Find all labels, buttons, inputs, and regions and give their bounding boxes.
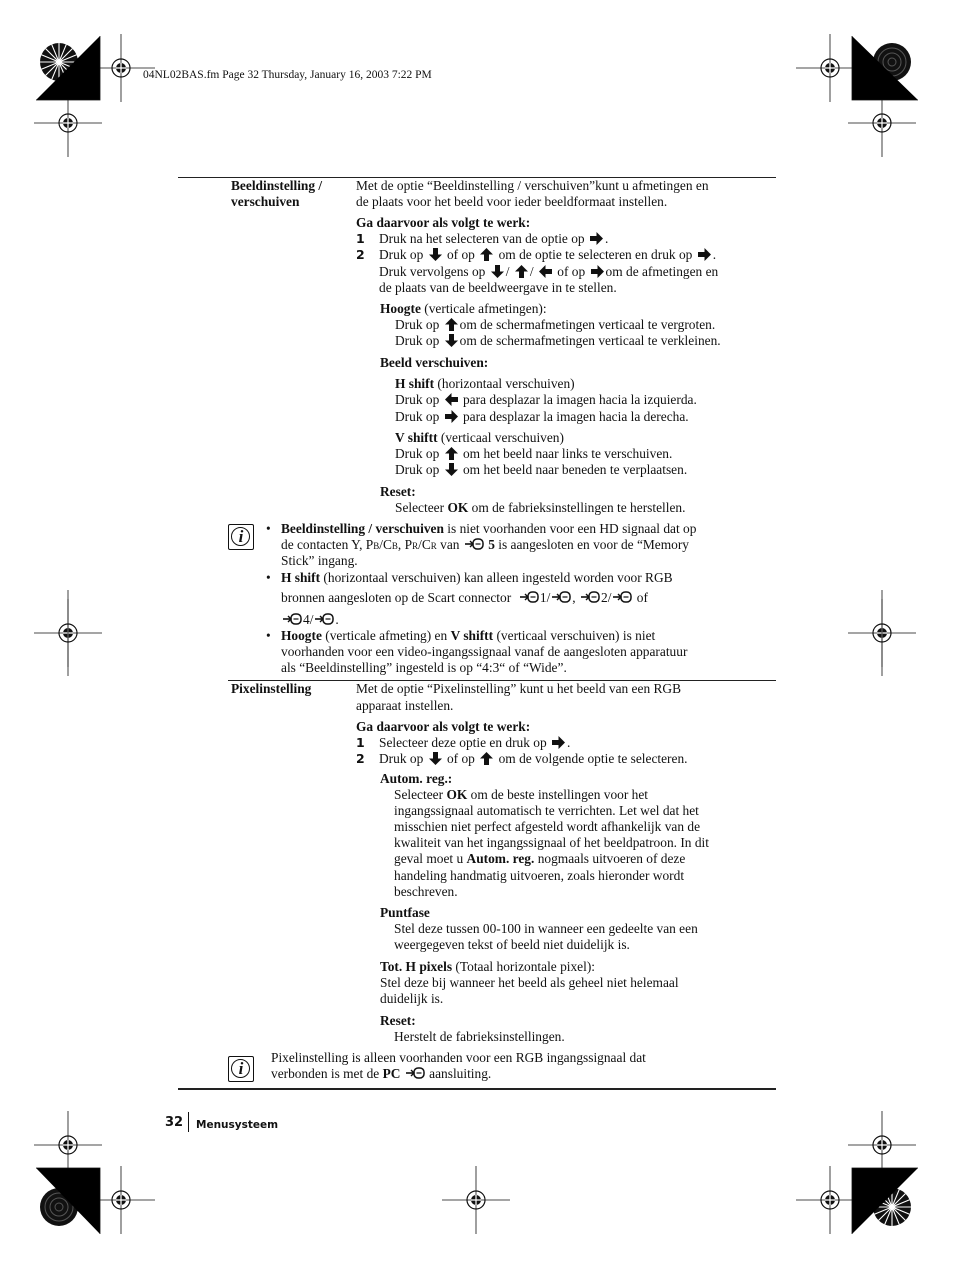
arrow-right-icon xyxy=(552,736,565,749)
bottom-rule xyxy=(178,1088,776,1090)
note-bullet: • xyxy=(266,628,271,643)
arrow-up-icon xyxy=(480,248,493,261)
step-text: Druk vervolgens op / / of op om de afmetingen en xyxy=(379,264,719,279)
autom-reg-heading: Autom. reg.: xyxy=(380,771,453,786)
arrow-up-icon xyxy=(445,318,458,331)
step-number: 1 xyxy=(356,735,365,750)
arrow-right-icon xyxy=(591,265,604,278)
autom-reg-line: beschreven. xyxy=(394,884,458,899)
note-line: Beeldinstelling / verschuiven is niet voorhanden voor een HD signaal dat op xyxy=(281,521,697,536)
desc-line: Met de optie “Beeldinstelling / verschuiven”kunt u afmetingen en xyxy=(356,178,709,193)
autom-reg-line: geval moet u Autom. reg. nogmaals uitvoeren of deze xyxy=(394,851,686,866)
desc-line: Met de optie “Pixelinstelling” kunt u het beeld van een RGB xyxy=(356,681,682,696)
arrow-down-icon xyxy=(429,248,442,261)
vshift-heading: V shiftt (verticaal verschuiven) xyxy=(395,430,564,445)
step-text: Selecteer deze optie en druk op . xyxy=(379,735,571,750)
note-line: H shift (horizontaal verschuiven) kan alleen ingesteld worden voor RGB xyxy=(281,570,673,585)
arrow-down-icon xyxy=(445,334,458,347)
tot-h-pixels-line: Stel deze bij wanneer het beeld als geheel niet helemaal xyxy=(380,975,679,990)
output-connector-icon xyxy=(314,613,334,625)
autom-reg-line: handeling handmatig uitvoeren, zoals hieronder wordt xyxy=(394,868,685,883)
reset-heading: Reset: xyxy=(380,484,416,499)
pc-connector-icon xyxy=(405,1067,425,1079)
desc-line: de plaats voor het beeld voor ieder beeldformaat instellen. xyxy=(356,194,668,209)
autom-reg-line: misschien niet perfect afgesteld wordt afhankelijk van de xyxy=(394,819,701,834)
step-text: Druk op of op om de volgende optie te selecteren. xyxy=(379,751,688,766)
vshift-line: Druk op om het beeld naar beneden te verplaatsen. xyxy=(395,462,688,477)
note-line: bronnen aangesloten op de Scart connector 1/ , 2/ of xyxy=(281,590,648,605)
output-connector-icon xyxy=(551,591,571,603)
output-connector-icon xyxy=(612,591,632,603)
hoogte-heading: Hoogte (verticale afmetingen): xyxy=(380,301,547,316)
hshift-line: Druk op para desplazar la imagen hacia la derecha. xyxy=(395,409,689,424)
note-bullet: • xyxy=(266,570,271,585)
scart-connector-icon xyxy=(519,591,539,603)
vshift-line: Druk op om het beeld naar links te verschuiven. xyxy=(395,446,673,461)
arrow-left-icon xyxy=(445,393,458,406)
note-line: Hoogte (verticale afmeting) en V shiftt (verticaal verschuiven) is niet xyxy=(281,628,656,643)
desc-line: apparaat instellen. xyxy=(356,698,454,713)
info-icon: i xyxy=(228,524,254,550)
file-info-header: 04NL02BAS.fm Page 32 Thursday, January 16, 2003 7:22 PM xyxy=(143,69,432,81)
puntfase-line: weergegeven tekst of beeld niet duidelijk is. xyxy=(394,937,630,952)
reset-line: Herstelt de fabrieksinstellingen. xyxy=(394,1029,565,1044)
arrow-right-icon xyxy=(445,410,458,423)
input-connector-icon xyxy=(464,538,484,550)
step-number: 1 xyxy=(356,231,365,246)
step-text: de plaats van de beeldweergave in te stellen. xyxy=(379,280,617,295)
arrow-right-icon xyxy=(698,248,711,261)
tot-h-pixels-line: duidelijk is. xyxy=(380,991,444,1006)
scart-connector-icon xyxy=(580,591,600,603)
autom-reg-line: ingangssignaal automatisch te verrichten. Let wel dat het xyxy=(394,803,699,818)
arrow-up-icon xyxy=(445,447,458,460)
hoogte-line: Druk op om de schermafmetingen verticaal te verkleinen. xyxy=(395,333,721,348)
note-line: als “Beeldinstelling” ingesteld is op “4:3“ of “Wide”. xyxy=(281,660,567,675)
note-line: 4/ . xyxy=(281,612,339,628)
note-line: verbonden is met de PC aansluiting. xyxy=(271,1066,492,1081)
note-line: Stick” ingang. xyxy=(281,553,358,568)
term-verschuiven: verschuiven xyxy=(231,194,300,209)
arrow-up-icon xyxy=(515,265,528,278)
footer-section: Menusysteem xyxy=(196,1119,279,1131)
beeld-verschuiven-heading: Beeld verschuiven: xyxy=(380,355,489,370)
scart-connector-icon xyxy=(282,613,302,625)
autom-reg-line: kwaliteit van het ingangssignaal of het beeldpatroon. In dit xyxy=(394,835,709,850)
arrow-right-icon xyxy=(590,232,603,245)
puntfase-line: Stel deze tussen 00-100 in wanneer een gedeelte van een xyxy=(394,921,698,936)
arrow-down-icon xyxy=(491,265,504,278)
step-number: 2 xyxy=(356,247,365,262)
puntfase-heading: Puntfase xyxy=(380,905,430,920)
hshift-line: Druk op para desplazar la imagen hacia la izquierda. xyxy=(395,392,697,407)
reset-heading: Reset: xyxy=(380,1013,416,1028)
note-line: de contacten Y, PB/CB, PR/CR van 5 is aangesloten en voor de “Memory xyxy=(281,537,690,552)
reset-line: Selecteer OK om de fabrieksinstellingen te herstellen. xyxy=(395,500,686,515)
note-line: voorhanden voor een video-ingangssignaal vanaf de aangesloten apparatuur xyxy=(281,644,688,659)
arrow-left-icon xyxy=(539,265,552,278)
autom-reg-line: Selecteer OK om de beste instellingen voor het xyxy=(394,787,649,802)
arrow-down-icon xyxy=(429,752,442,765)
instructions-heading: Ga daarvoor als volgt te werk: xyxy=(356,215,531,230)
step-text: Druk op of op om de optie te selecteren en druk op . xyxy=(379,247,717,262)
footer-divider xyxy=(188,1112,189,1132)
step-text: Druk na het selecteren van de optie op . xyxy=(379,231,609,246)
tot-h-pixels-heading: Tot. H pixels (Totaal horizontale pixel): xyxy=(380,959,596,974)
hshift-heading: H shift (horizontaal verschuiven) xyxy=(395,376,575,391)
arrow-down-icon xyxy=(445,463,458,476)
term-beeldinstelling: Beeldinstelling / xyxy=(231,178,323,193)
step-number: 2 xyxy=(356,751,365,766)
info-icon: i xyxy=(228,1056,254,1082)
term-pixelinstelling: Pixelinstelling xyxy=(231,681,312,696)
arrow-up-icon xyxy=(480,752,493,765)
instructions-heading: Ga daarvoor als volgt te werk: xyxy=(356,719,531,734)
note-line: Pixelinstelling is alleen voorhanden voor een RGB ingangssignaal dat xyxy=(271,1050,646,1065)
page-number: 32 xyxy=(165,1115,184,1130)
hoogte-line: Druk op om de schermafmetingen verticaal te vergroten. xyxy=(395,317,716,332)
note-bullet: • xyxy=(266,521,271,536)
